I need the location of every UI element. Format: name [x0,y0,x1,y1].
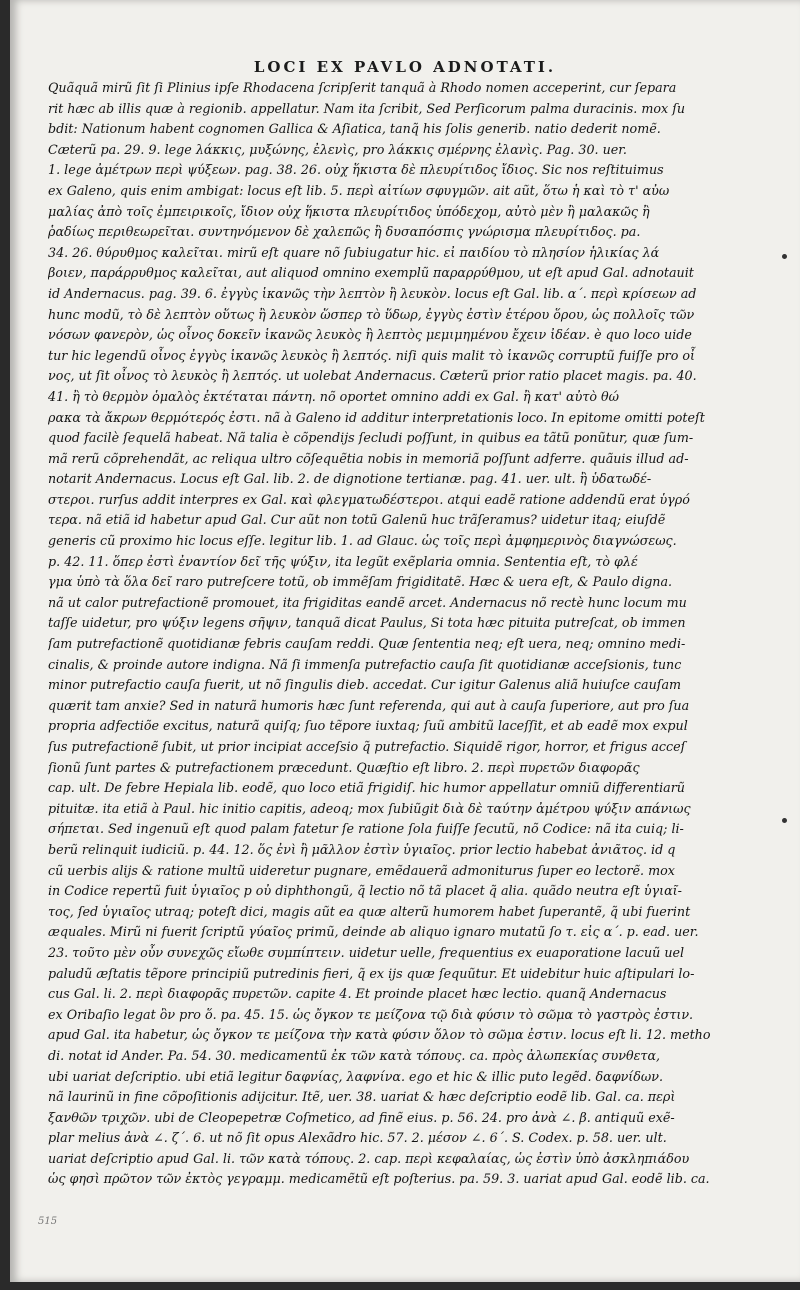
text-line: di. notat id Ander. Pa. 54. 30. medicamentũ ἐκ τῶν κατὰ τόπους. ca. πρὸς ἀλωπεκίας συνθετα, [48,1047,661,1063]
text-line: cus Gal. li. 2. περὶ διαφορᾶς πυρετῶν. capite 4. Et proinde placet hæc lectio. quanq̃ Andernacus [48,986,667,1002]
ink-speck [782,818,787,823]
text-line: ex Oribaſio legat ὃν pro ὅ. pa. 45. 15. ὡς ὄγκον τε μείζονα τῷ διὰ φύσιν τὸ σῶμα τὸ γαστρὸς ἐστιν. [48,1006,694,1022]
text-line: ῥαδίως περιθεωρεῖται. συντηνόμενον δὲ χαλεπῶς ἢ δυσαπόσπις γνώρισμα πλευρίτιδος. pa. [48,224,641,240]
text-line: μαλίας ἀπὸ τοῖς ἐμπειρικοῖς, ἴδιον οὐχ ἥκιστα πλευρίτιδος ὑπόδεχομ, αὐτὸ μὲν ἢ μαλακῶς ἢ [48,203,650,219]
text-line: paludũ æſtatis tẽpore principiũ putredinis fieri, q̃ ex ijs quæ ſequũtur. Et uidebitur huic aſtipulari lo- [48,965,695,981]
text-line: cap. ult. De febre Hepiala lib. eodẽ, quo loco etiã frigidiſ. hic humor appellatur omniũ differentiarũ [48,780,685,796]
text-line: pituitæ. ita etiã à Paul. hic initio capitis, adeoq; mox ſubiũgit διὰ δὲ ταύτην ἀμέτρου ψύξιν απάνιως [48,800,691,816]
text-line: 41. ἢ τὸ θερμὸν ὁμαλὸς ἐκτέταται πάντη. nõ oportet omnino addi ex Gal. ἢ κατ' αὐτὸ θώ [48,388,620,404]
text-line: νος, ut ſit οἶνος τὸ λευκὸς ἢ λεπτός. ut uolebat Andernacus. Cæterũ prior ratio placet magis. pa. 40. [48,368,697,384]
text-line: γμα ὑπὸ τὰ ὅλα δεῖ raro putreſcere totũ, ob immẽſam frigiditatẽ. Hæc & uera eſt, & Paulo digna. [48,574,673,590]
text-line: berũ relinquit iudiciũ. p. 44. 12. ὅς ἐνὶ ἢ μᾶλλον ἐστὶν ὑγιαῖος. prior lectio habebat ἀνιᾶτος. id q [48,841,676,857]
text-line: uariat deſcriptio apud Gal. li. τῶν κατὰ τόπους. 2. cap. περὶ κεφαλαίας, ὡς ἐστὶν ὑπὸ ἀσκληπιάδου [48,1150,690,1166]
text-line: ubi uariat deſcriptio. ubi etiã legitur δαφνίας, λαφνίνα. ego et hic & illic puto legẽd. δαφνίδων. [48,1068,664,1084]
text-line: rit hæc ab illis quæ à regionib. appellatur. Nam ita ſcribit, Sed Perſicorum palma duracinis. mox ſu [48,100,686,116]
text-line: στεροι. rurſus addit interpres ex Gal. καὶ φλεγματωδέστεροι. atqui eadẽ ratione addendũ erat ὑγρό [48,491,690,507]
text-line: cũ uerbis alijs & ratione multũ uideretur pugnare, emẽdauerã admoniturus ſuper eo lectorẽ. mox [48,862,675,878]
text-line: ſionũ ſunt partes & putrefactionem præcedunt. Quæſtio eſt libro. 2. περὶ πυρετῶν διαφορᾶς [48,759,640,775]
text-line: quod facilè ſequelã habeat. Nã talia è cõpendijs ſecludi poſſunt, in quibus ea tãtũ ponũtur, quæ ſum- [48,430,694,446]
text-line: æquales. Mirũ ni fuerit ſcriptũ γύαῖος primũ, deinde ab aliquo ignaro mutatũ ſo τ. εἰς α΄. p. ead. uer. [48,924,699,940]
text-line: 23. τοῦτο μὲν οὖν συνεχῶς εἴωθε συμπίπτειν. uidetur uelle, frequentius ex euaporatione lacuũ uel [48,944,685,960]
ink-speck [782,254,787,259]
text-line: τερα. nã etiã id habetur apud Gal. Cur aũt non totũ Galenũ huc trãſeramus? uidetur itaq; eiuſdẽ [48,512,666,528]
running-head: LOCI EX PAVLO ADNOTATI. [253,58,557,76]
text-line: 1. lege ἀμέτρων περὶ ψύξεων. pag. 38. 26. οὐχ ἥκιστα δὲ πλευρίτιδος ἴδιος. Sic nos reſtituimus [48,162,664,178]
text-line: σήπεται. Sed ingenuũ eſt quod palam fatetur ſe ratione ſola fuiſſe ſecutũ, nõ Codice: nã ita cuiq; li- [48,821,684,837]
text-line: p. 42. 11. ὅπερ ἐστὶ ἐναντίον δεῖ τῆς ψύξιν, ita legũt exẽplaria omnia. Sententia eſt, τὸ φλέ [48,553,638,569]
text-line: τος, ſed ὑγιαῖος utraq; poteſt dici, magis aũt ea quæ alterũ humorem habet ſuperantẽ, q̃ ubi fuerint [48,903,691,919]
text-line: βοιεν, παράρρυθμος καλεῖται, aut aliquod omnino exemplũ παραρρύθμου, ut eſt apud Gal. adnotauit [48,265,694,281]
text-line: nã laurinũ in fine cõpoſitionis adijcitur. Itẽ, uer. 38. uariat & hæc deſcriptio eodẽ lib. Gal. ca. περὶ [48,1089,676,1105]
text-line: hunc modũ, τὸ δὲ λεπτὸν οὕτως ἢ λευκὸν ὥσπερ τὸ ὕδωρ, ἐγγὺς ἐστὶν ἑτέρου ὅρου, ὡς πολλοῖς τῶν [48,306,695,322]
text-line: bdit: Nationum habent cognomen Gallica & Aſiatica, tanq̃ his ſolis generib. natio dederit nomẽ. [48,121,661,137]
text-line: propria adfectiõe excitus, naturã quiſq; ſuo tẽpore iuxtaq; ſuũ ambitũ laceſſit, et ab eadẽ mox expul [48,718,688,734]
text-line: ſam putrefactionẽ quotidianæ febris cauſam reddi. Quæ ſententia neq; eſt uera, neq; omnino medi- [48,636,686,652]
body-text [48,78,768,1190]
text-line: νόσων φανερὸν, ὡς οἶνος δοκεῖν ἱκανῶς λευκὸς ἢ λεπτὸς μεμιμημένου ἔχειν ἰδέαν. è quo loco uide [48,327,692,343]
text-line: ὡς φησὶ πρῶτον τῶν ἐκτὸς γεγραμμ. medicamẽtũ eſt poſterius. pa. 59. 3. uariat apud Gal. eodẽ lib. ca. [48,1171,710,1187]
text-line: mã rerũ cõprehendãt, ac reliqua ultro cõſequẽtia nobis in memoriã poſſunt adferre. quãuis illud ad- [48,450,689,466]
text-line: ξανθῶν τριχῶν. ubi de Cleopepetræ Coſmetico, ad finẽ eius. p. 56. 24. pro ἀνὰ ∠. β. antiquũ exẽ- [48,1109,675,1125]
margin-note: 515 [38,1216,58,1227]
text-line: apud Gal. ita habetur, ὡς ὄγκον τε μείζονα τὴν κατὰ φύσιν ὅλον τὸ σῶμα ἐστιν. locus eſt li. 12. metho [48,1027,711,1043]
text-line: in Codice repertũ fuit ὑγιαῖος p οὐ diphthongũ, q̃ lectio nõ tã placet q̃ alia. quãdo neutra eſt ὑγιαῖ- [48,883,682,899]
text-line: id Andernacus. pag. 39. 6. ἐγγὺς ἱκανῶς τὴν λεπτὸν ἢ λευκὸν. locus eſt Gal. lib. α΄. περὶ κρίσεων ad [48,285,697,301]
text-line: generis cũ proximo hic locus eſſe. legitur lib. 1. ad Glauc. ὡς τοῖς περὶ ἀμφημερινὸς διαγνώσεως. [48,533,677,549]
text-line: tur hic legendũ οἶνος ἐγγὺς ἱκανῶς λευκὸς ἢ λεπτός. niſi quis malit τὸ ἱκανῶς corruptũ fuiſſe pro οἶ [48,347,696,363]
text-line: ex Galeno, quis enim ambigat: locus eſt lib. 5. περὶ αἰτίων σφυγμῶν. ait aũt, ὅτω ἡ καὶ τὸ τ' αὐω [48,182,670,198]
text-line: quærit tam anxie? Sed in naturã humoris hæc ſunt referenda, qui aut à cauſa ſuperiore, aut pro ſua [48,697,690,713]
text-line: ſus putrefactionẽ ſubit, ut prior incipiat acceſsio q̃ putrefactio. Siquidẽ rigor, horror, et frigus acceſ [48,739,686,754]
text-line: cinalis, & proinde autore indigna. Nã ſi immenſa putrefactio cauſa ſit quotidianæ acceſsionis, tunc [48,656,682,672]
text-line: taſſe uidetur, pro ψύξιν legens σῆψιν, tanquã dicat Paulus, Si tota hæc pituita putreſcat, ob immen [48,615,686,631]
text-line: Cæterũ pa. 29. 9. lege λάκκις, μυξώνης, ἐλενὶς, pro λάκκις σμέρνης ἐλανὶς. Pag. 30. uer. [48,141,627,157]
text-line: ρακα τὰ ἄκρων θερμότερός ἐστι. nã à Galeno id additur interpretationis loco. In epitome omitti poteſt [48,409,705,425]
text-line: 34. 26. θύρυθμος καλεῖται. mirũ eſt quare nõ ſubiugatur hic. εἰ παιδίου τὸ πλησίον ἡλικίας λά [48,244,660,260]
text-line: Quãquã mirũ ſit ſi Plinius ipſe Rhodacena ſcripſerit tanquã à Rhodo nomen acceperint, cur ſepara [48,80,677,95]
book-page [10,0,800,1282]
text-line: minor putrefactio cauſa fuerit, ut nõ ſingulis dieb. accedat. Cur igitur Galenus aliã huiuſce cauſam [48,677,682,693]
text-line: plar melius ἀνὰ ∠. ζ΄. 6. ut nõ ſit opus Alexãdro hic. 57. 2. μέσον ∠. 6΄. S. Codex. p. 58. uer. ult. [48,1130,667,1146]
text-line: notarit Andernacus. Locus eſt Gal. lib. 2. de dignotione tertianæ. pag. 41. uer. ult. ἢ ὑδατωδέ- [48,471,652,487]
text-line: nã ut calor putrefactionẽ promouet, ita frigiditas eandẽ arcet. Andernacus nõ rectè hunc locum mu [48,594,687,610]
